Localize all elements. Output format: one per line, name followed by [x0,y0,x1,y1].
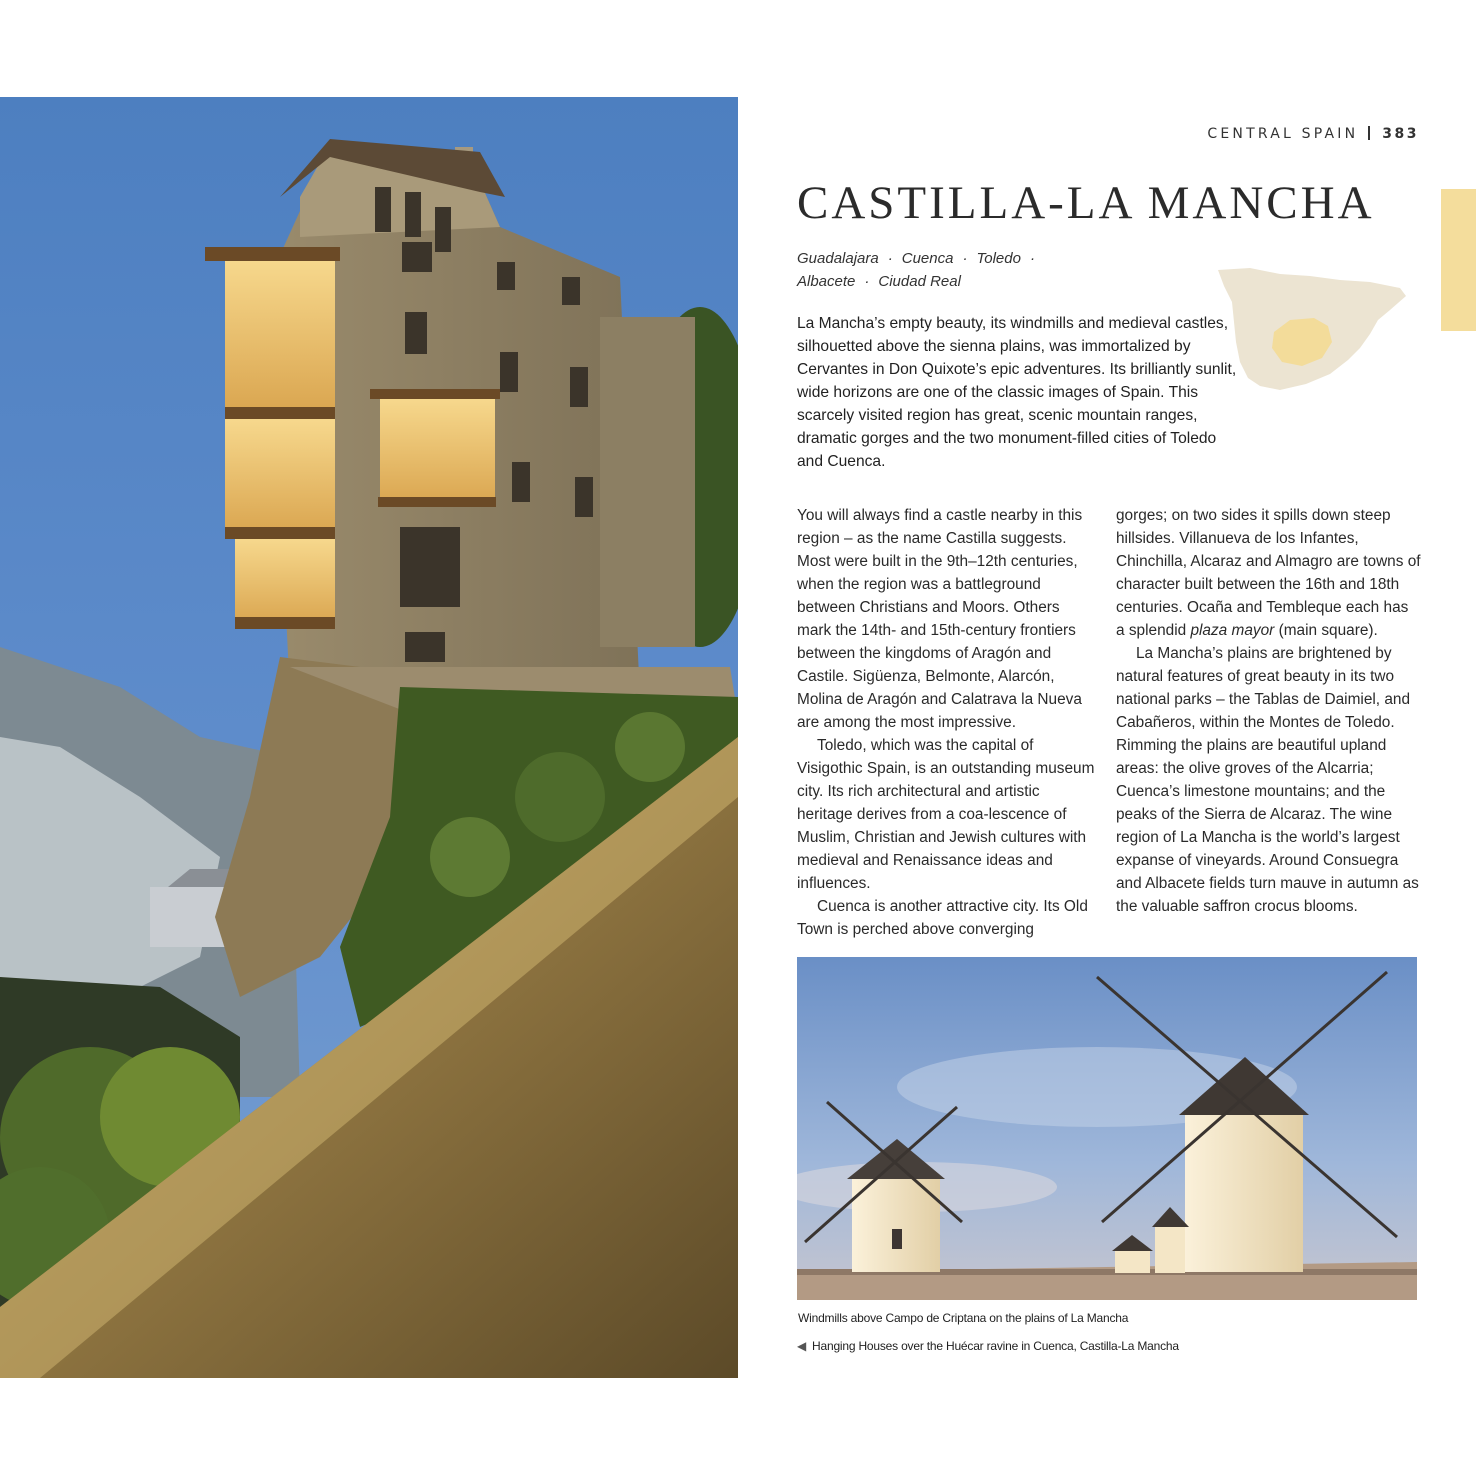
place-separator: · [887,250,893,267]
body-paragraph: Cuenca is another attractive city. Its Old Town is perched above converging [797,898,1088,938]
hanging-houses-caption [797,1339,1179,1353]
body-paragraph [1116,504,1421,642]
running-head [1207,126,1419,142]
left-pointer-icon: ◀ [797,1339,807,1353]
hanging-houses-caption-text: Hanging Houses over the Huécar ravine in Cuenca, Castilla-La Mancha [812,1339,1179,1353]
hanging-houses-photo [0,97,738,1378]
body-column-2 [1116,504,1421,918]
page-title: CASTILLA-LA MANCHA [797,177,1375,229]
windmills-photo [797,957,1417,1300]
place-separator: · [962,250,968,267]
body-column-1 [797,504,1097,941]
place-item: Toledo [976,250,1021,267]
place-item: Albacete [797,273,856,290]
place-separator: · [1029,250,1035,267]
body-text: gorges; on two sides it spills down steep hillsides. Villanueva de los Infantes, Chinchilla, Alcaraz and Almagro are towns of character built between the 16th and 18th centuries. Ocaña and Tembleque each has a splendid [1116,507,1421,639]
body-paragraph: La Mancha’s plains are brightened by natural features of great beauty in its two national parks – the Tablas de Daimiel, and Cabañeros, within the Montes de Toledo. Rimming the plains are beautiful upland areas: the olive groves of the Alcarria; Cuenca’s limestone mountains; and the peaks of the Sierra de Alcaraz. The wine region of La Mancha is the world’s largest expanse of vineyards. Around Consuegra and Albacete fields turn mauve in autumn as the valuable saffron crocus blooms. [1116,645,1419,915]
body-text: (main square). [1278,622,1378,639]
section-name: CENTRAL SPAIN [1207,126,1359,142]
intro-paragraph: La Mancha’s empty beauty, its windmills and medieval castles, silhouetted above the sienna plains, was immortalized by Cervantes in Don Quixote’s epic adventures. Its brilliantly sunlit, wide horizons are one of the classic images of Spain. This scarcely visited region has great, scenic mountain ranges, dramatic gorges and the two monument-filled cities of Toledo and Cuenca. [797,315,1237,470]
place-item: Cuenca [901,250,954,267]
body-paragraph: You will always find a castle nearby in this region – as the name Castilla suggests. Most were built in the 9th–12th centuries, when the region was a battleground between Christians and Moors. Others mark the 14th- and 15th-century frontiers between the kingdoms of Aragón and Castile. Sigüenza, Belmonte, Alarcón, Molina de Aragón and Calatrava la Nueva are among the most impressive. [797,507,1083,731]
italic-term: plaza mayor [1190,622,1275,639]
place-item: Ciudad Real [878,273,961,290]
places-list [797,247,1097,293]
body-paragraph: Toledo, which was the capital of Visigothic Spain, is an outstanding museum city. Its rich architectural and artistic heritage derives from a coa-lescence of Muslim, Christian and Jewish cultures with medieval and Renaissance ideas and influences. [797,737,1095,892]
place-item: Guadalajara [797,250,879,267]
page-number: 383 [1382,126,1419,142]
chapter-tab [1441,189,1476,331]
windmills-caption: Windmills above Campo de Criptana on the plains of La Mancha [798,1311,1129,1325]
running-head-divider [1368,126,1370,140]
place-separator: · [864,273,870,290]
